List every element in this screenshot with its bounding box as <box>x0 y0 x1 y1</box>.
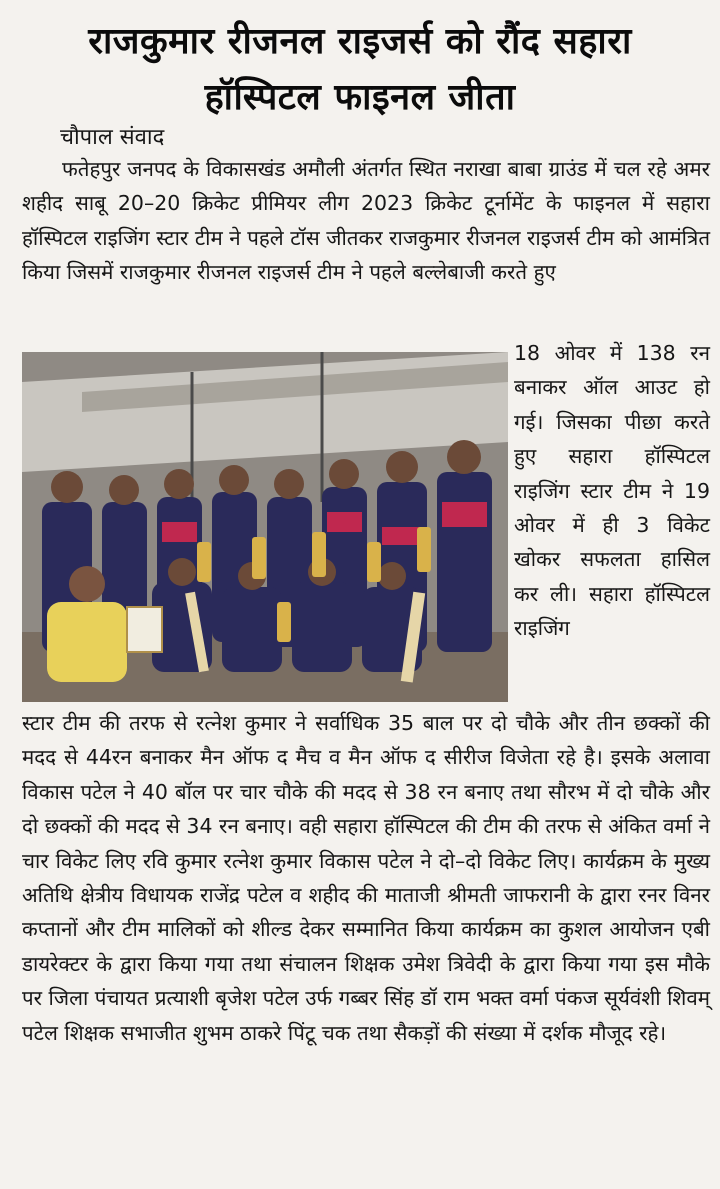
headline-line-2: हॉस्पिटल फाइनल जीता <box>204 77 516 118</box>
article-body-wrap: 18 ओवर में 138 रन बनाकर ऑल आउट हो गई। जिसका पीछा करते हुए सहारा हॉस्पिटल राइजिंग स्टार टीम ने 19 ओवर में ही 3 विकेट खोकर सफलता हासिल कर ली। सहारा हॉस्पिटल राइजिंग <box>514 341 710 641</box>
team-photo-icon <box>22 352 508 702</box>
team-group-photo <box>22 352 508 702</box>
paragraph-intro: फतेहपुर जनपद के विकासखंड अमौली अंतर्गत स्थित नराखा बाबा ग्राउंड में चल रहे अमर शहीद साबू 20–20 क्रिकेट प्रीमियर लीग 2023 क्रिकेट टूर्नामेंट के फाइनल में सहारा हॉस्पिटल राइजिंग स्टार टीम ने पहले टॉस जीतकर राजकुमार रीजनल राइजर्स टीम को आमंत्रित किया जिसमें राजकुमार रीजनल राइजर्स टीम ने पहले बल्लेबाजी करते हुए <box>22 157 710 285</box>
article-body-bottom: स्टार टीम की तरफ से रत्नेश कुमार ने सर्वाधिक 35 बाल पर दो चौके और तीन छक्कों की मदद से 44रन बनाकर मैन ऑफ द मैच व मैन ऑफ द सीरीज विजेता रहे है। इसके अलावा विकास पटेल ने 40 बॉल पर चार चौके की मदद से 38 रन बनाए तथा सौरभ में दो चौके और दो छक्कों की मदद से 34 रन बनाए। वही सहारा हॉस्पिटल की टीम की तरफ से अंकित वर्मा ने चार विकेट लिए रवि कुमार रत्नेश कुमार विकास पटेल ने दो–दो विकेट लिए। कार्यक्रम के मुख्य अतिथि क्षेत्रीय विधायक राजेंद्र पटेल व शहीद की माताजी श्रीमती जाफरानी के द्वारा रनर विनर कप्तानों और टीम मालिकों को शील्ड देकर सम्मानित किया कार्यक्रम का कुशल आयोजन एबी डायरेक्टर के द्वारा किया गया तथा संचालन शिक्षक उमेश त्रिवेदी के द्वारा किया गया इस मौके पर जिला पंचायत प्रत्याशी बृजेश पटेल उर्फ गब्बर सिंह डॉ राम भक्त वर्मा पंकज सूर्यवंशी शिवम् पटेल शिक्षक सभाजीत शुभम ठाकरे पिंटू चक तथा सैकड़ों की संख्या में दर्शक मौजूद रहे। <box>22 711 710 1045</box>
headline-line-1: राजकुमार रीजनल राइजर्स को रौंद सहारा <box>88 21 632 62</box>
byline: चौपाल संवाद <box>60 125 165 150</box>
headline <box>0 14 720 126</box>
article-body-top <box>22 152 710 290</box>
